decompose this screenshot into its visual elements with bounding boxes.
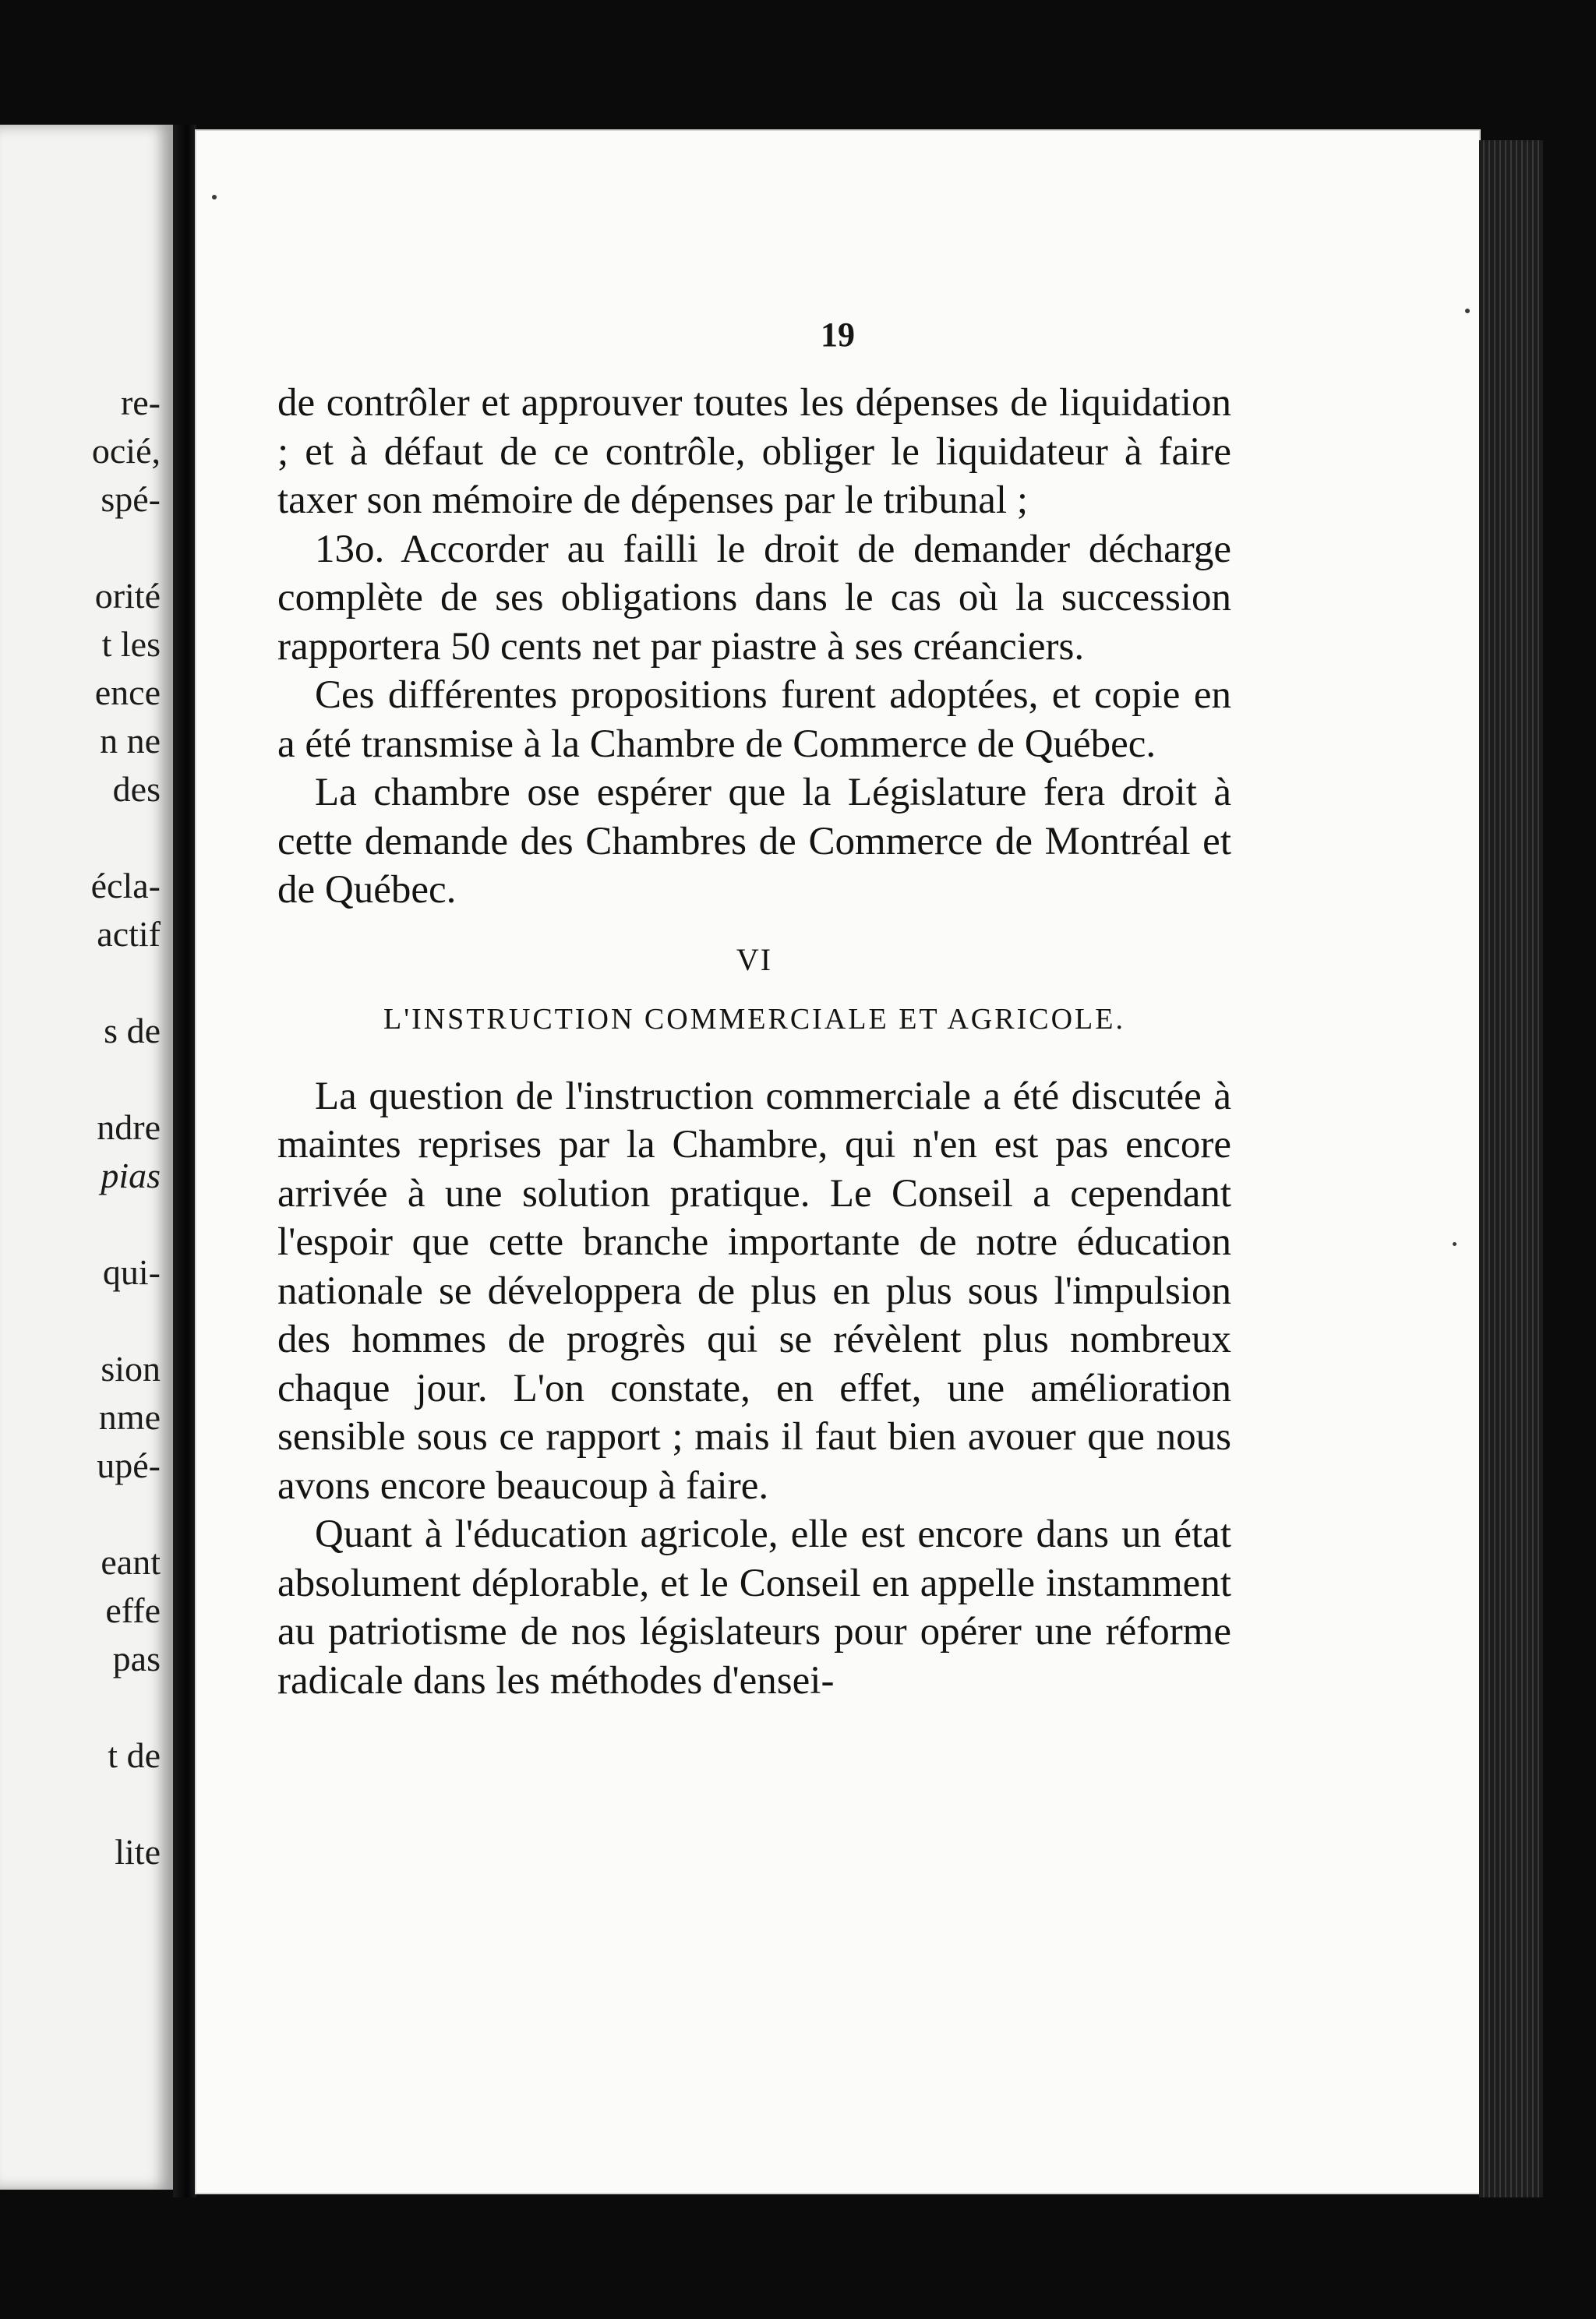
page-number: 19	[821, 316, 855, 354]
left-page-fragment: upé-	[97, 1445, 161, 1485]
paragraph: La chambre ose espérer que la Législature fera droit à cette demande des Chambres de Commerce de Montréal et de Québec.	[277, 771, 1231, 912]
page-body	[277, 379, 1231, 1705]
left-page-fragment: sion	[101, 1349, 161, 1389]
book-page	[196, 131, 1479, 2193]
left-page-fragment: ndre	[97, 1107, 161, 1147]
section-title: L'INSTRUCTION COMMERCIALE ET AGRICOLE.	[383, 1002, 1125, 1036]
page-stack-edge	[1479, 140, 1543, 2197]
paragraph: La question de l'instruction commerciale a été discutée à maintes reprises par la Chambre, qui n'en est pas encore arrivée à une solution pratique. Le Conseil a cependant l'espoir que cette branche importante de notre éducation nationale se développera de plus en plus sous l'impulsion des hommes de progrès qui se révèlent plus nombreux chaque jour. L'on constate, en effet, une amélioration sensible sous ce rapport ; mais il faut bien avouer que nous avons encore beaucoup à faire.	[277, 1074, 1231, 1508]
left-page-fragment: nme	[98, 1397, 161, 1437]
left-page-fragment: orité	[94, 576, 161, 616]
paper-speck	[1465, 309, 1470, 313]
paragraph: Quant à l'éducation agricole, elle est encore dans un état absolument déplorable, et le Conseil en appelle instamment au patriotisme de nos législateurs pour opérer une réforme radicale dans les méthodes d'ensei-	[277, 1512, 1231, 1703]
left-page-fragment: ence	[94, 672, 161, 712]
paragraph: 13o. Accorder au failli le droit de demander décharge complète de ses obligations dans le cas où la succession rapportera 50 cents net par piastre à ses créanciers.	[277, 527, 1231, 669]
left-page-fragment: des	[112, 769, 161, 809]
left-page-fragment: effe	[105, 1590, 161, 1630]
left-page-fragment: eant	[101, 1542, 161, 1582]
left-page-fragment: t les	[101, 624, 161, 664]
left-page-fragment: lite	[115, 1832, 161, 1872]
left-page-fragment: spé-	[101, 479, 161, 519]
paper-speck	[212, 195, 217, 199]
paper-speck	[1453, 1242, 1457, 1246]
previous-page-edge	[0, 125, 178, 2190]
left-page-fragment: t de	[108, 1735, 161, 1775]
left-page-fragment: écla-	[90, 866, 161, 905]
left-page-fragment: qui-	[102, 1252, 161, 1292]
paragraph: de contrôler et approuver toutes les dépenses de liquidation ; et à défaut de ce contrôle, obliger le liquidateur à faire taxer son mémoire de dépenses par le tribunal ;	[277, 381, 1231, 522]
section-number: VI	[736, 941, 773, 977]
left-page-fragment: actif	[97, 914, 161, 954]
left-page-fragment: n ne	[100, 721, 161, 761]
left-page-fragment: pas	[112, 1639, 161, 1678]
left-page-fragment: re-	[120, 383, 161, 422]
left-page-fragment: ocié,	[91, 431, 161, 471]
book-gutter	[173, 125, 196, 2197]
left-page-fragment: pias	[101, 1156, 161, 1195]
paragraph: Ces différentes propositions furent adoptées, et copie en a été transmise à la Chambre de Commerce de Québec.	[277, 673, 1231, 766]
left-page-fragment: s de	[104, 1011, 161, 1050]
